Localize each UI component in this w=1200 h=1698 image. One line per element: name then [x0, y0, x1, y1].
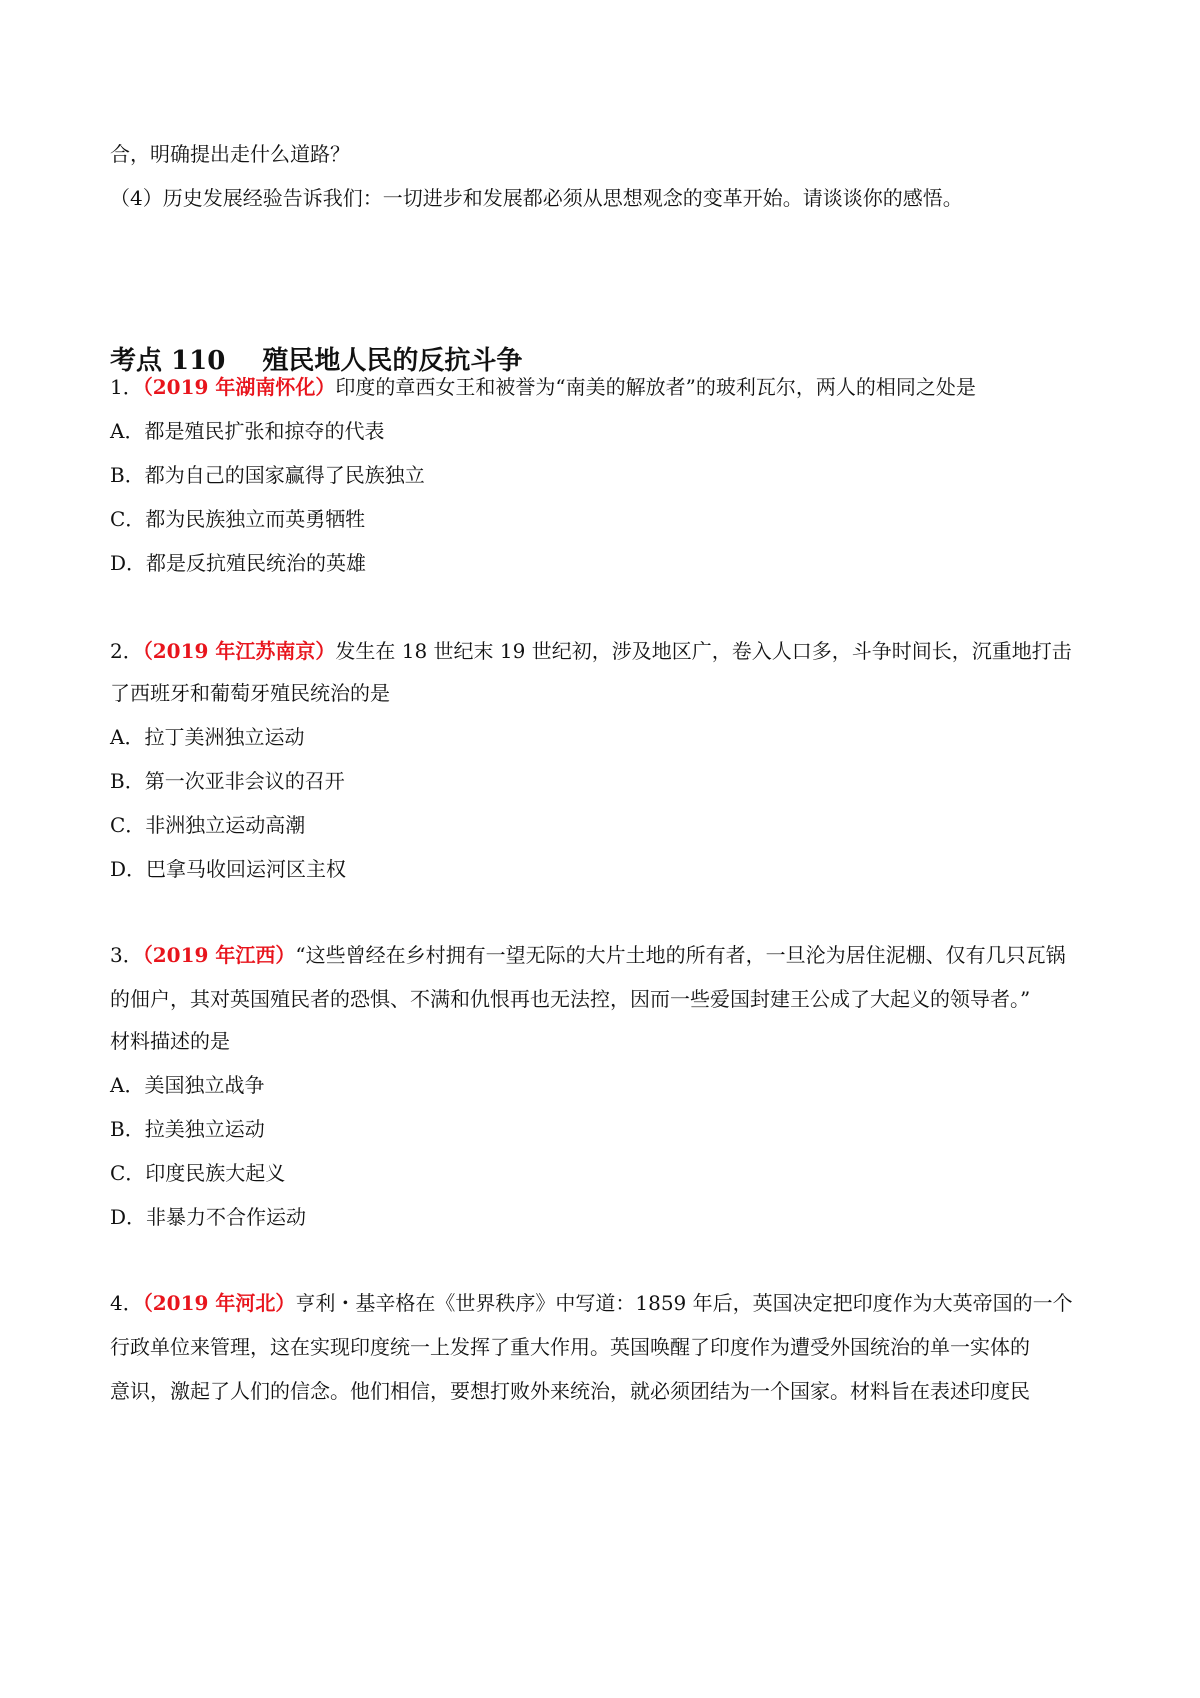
question-3-option-a: A．美国独立战争	[110, 1073, 265, 1097]
question-2-option-b: B．第一次亚非会议的召开	[110, 769, 345, 793]
question-3-number: 3．	[110, 943, 143, 967]
question-3-stem-line-2: 的佃户，其对英国殖民者的恐惧、不满和仇恨再也无法控，因而一些爱国封建王公成了大起义的领导者。”	[110, 987, 1031, 1011]
question-3-source: （2019 年江西）	[142, 943, 296, 967]
question-1-option-c: C．都为民族独立而英勇牺牲	[110, 507, 366, 531]
question-1-option-d: D．都是反抗殖民统治的英雄	[110, 551, 367, 575]
question-1-option-b: B．都为自己的国家赢得了民族独立	[110, 463, 425, 487]
question-1-source: （2019 年湖南怀化）	[142, 375, 336, 399]
question-4-stem-line-3: 意识，激起了人们的信念。他们相信，要想打败外来统治，就必须团结为一个国家。材料旨在表述印度民	[110, 1379, 1030, 1403]
question-2-stem-line-1: 2．（2019 年江苏南京）发生在 18 世纪末 19 世纪初，涉及地区广，卷入人口多，斗争时间长，沉重地打击	[110, 639, 1072, 663]
question-2-stem-line-2: 了西班牙和葡萄牙殖民统治的是	[110, 681, 390, 705]
question-4-source: （2019 年河北）	[142, 1291, 296, 1315]
section-code: 考点 110	[110, 346, 226, 376]
question-3-stem-line-3: 材料描述的是	[110, 1029, 230, 1053]
question-2-option-d: D．巴拿马收回运河区主权	[110, 857, 347, 881]
question-4-stem-line-2: 行政单位来管理，这在实现印度统一上发挥了重大作用。英国唤醒了印度作为遭受外国统治的单一实体的	[110, 1335, 1030, 1359]
question-2-option-a: A．拉丁美洲独立运动	[110, 725, 305, 749]
question-3-option-c: C．印度民族大起义	[110, 1161, 286, 1185]
question-3-option-d: D．非暴力不合作运动	[110, 1205, 307, 1229]
question-1-option-a: A．都是殖民扩张和掠夺的代表	[110, 419, 385, 443]
intro-line-1: 合，明确提出走什么道路？	[110, 142, 350, 166]
question-4-stem-line-1: 4．（2019 年河北）亨利・基辛格在《世界秩序》中写道：1859 年后，英国决定把印度作为大英帝国的一个	[110, 1291, 1073, 1315]
question-3-option-b: B．拉美独立运动	[110, 1117, 265, 1141]
question-2-number: 2．	[110, 639, 143, 663]
question-1-number: 1．	[110, 375, 143, 399]
question-1-stem-line-1: 1．（2019 年湖南怀化）印度的章西女王和被誉为“南美的解放者”的玻利瓦尔，两人的相同之处是	[110, 375, 976, 399]
section-title: 殖民地人民的反抗斗争	[262, 346, 523, 376]
question-4-number: 4．	[110, 1291, 143, 1315]
question-2-source: （2019 年江苏南京）	[142, 639, 336, 663]
question-2-option-c: C．非洲独立运动高潮	[110, 813, 306, 837]
question-3-stem-line-1: 3．（2019 年江西）“这些曾经在乡村拥有一望无际的大片土地的所有者，一旦沦为居住泥棚、仅有几只瓦锅	[110, 943, 1066, 967]
intro-line-2: （4）历史发展经验告诉我们：一切进步和发展都必须从思想观念的变革开始。请谈谈你的感悟。	[110, 186, 963, 210]
